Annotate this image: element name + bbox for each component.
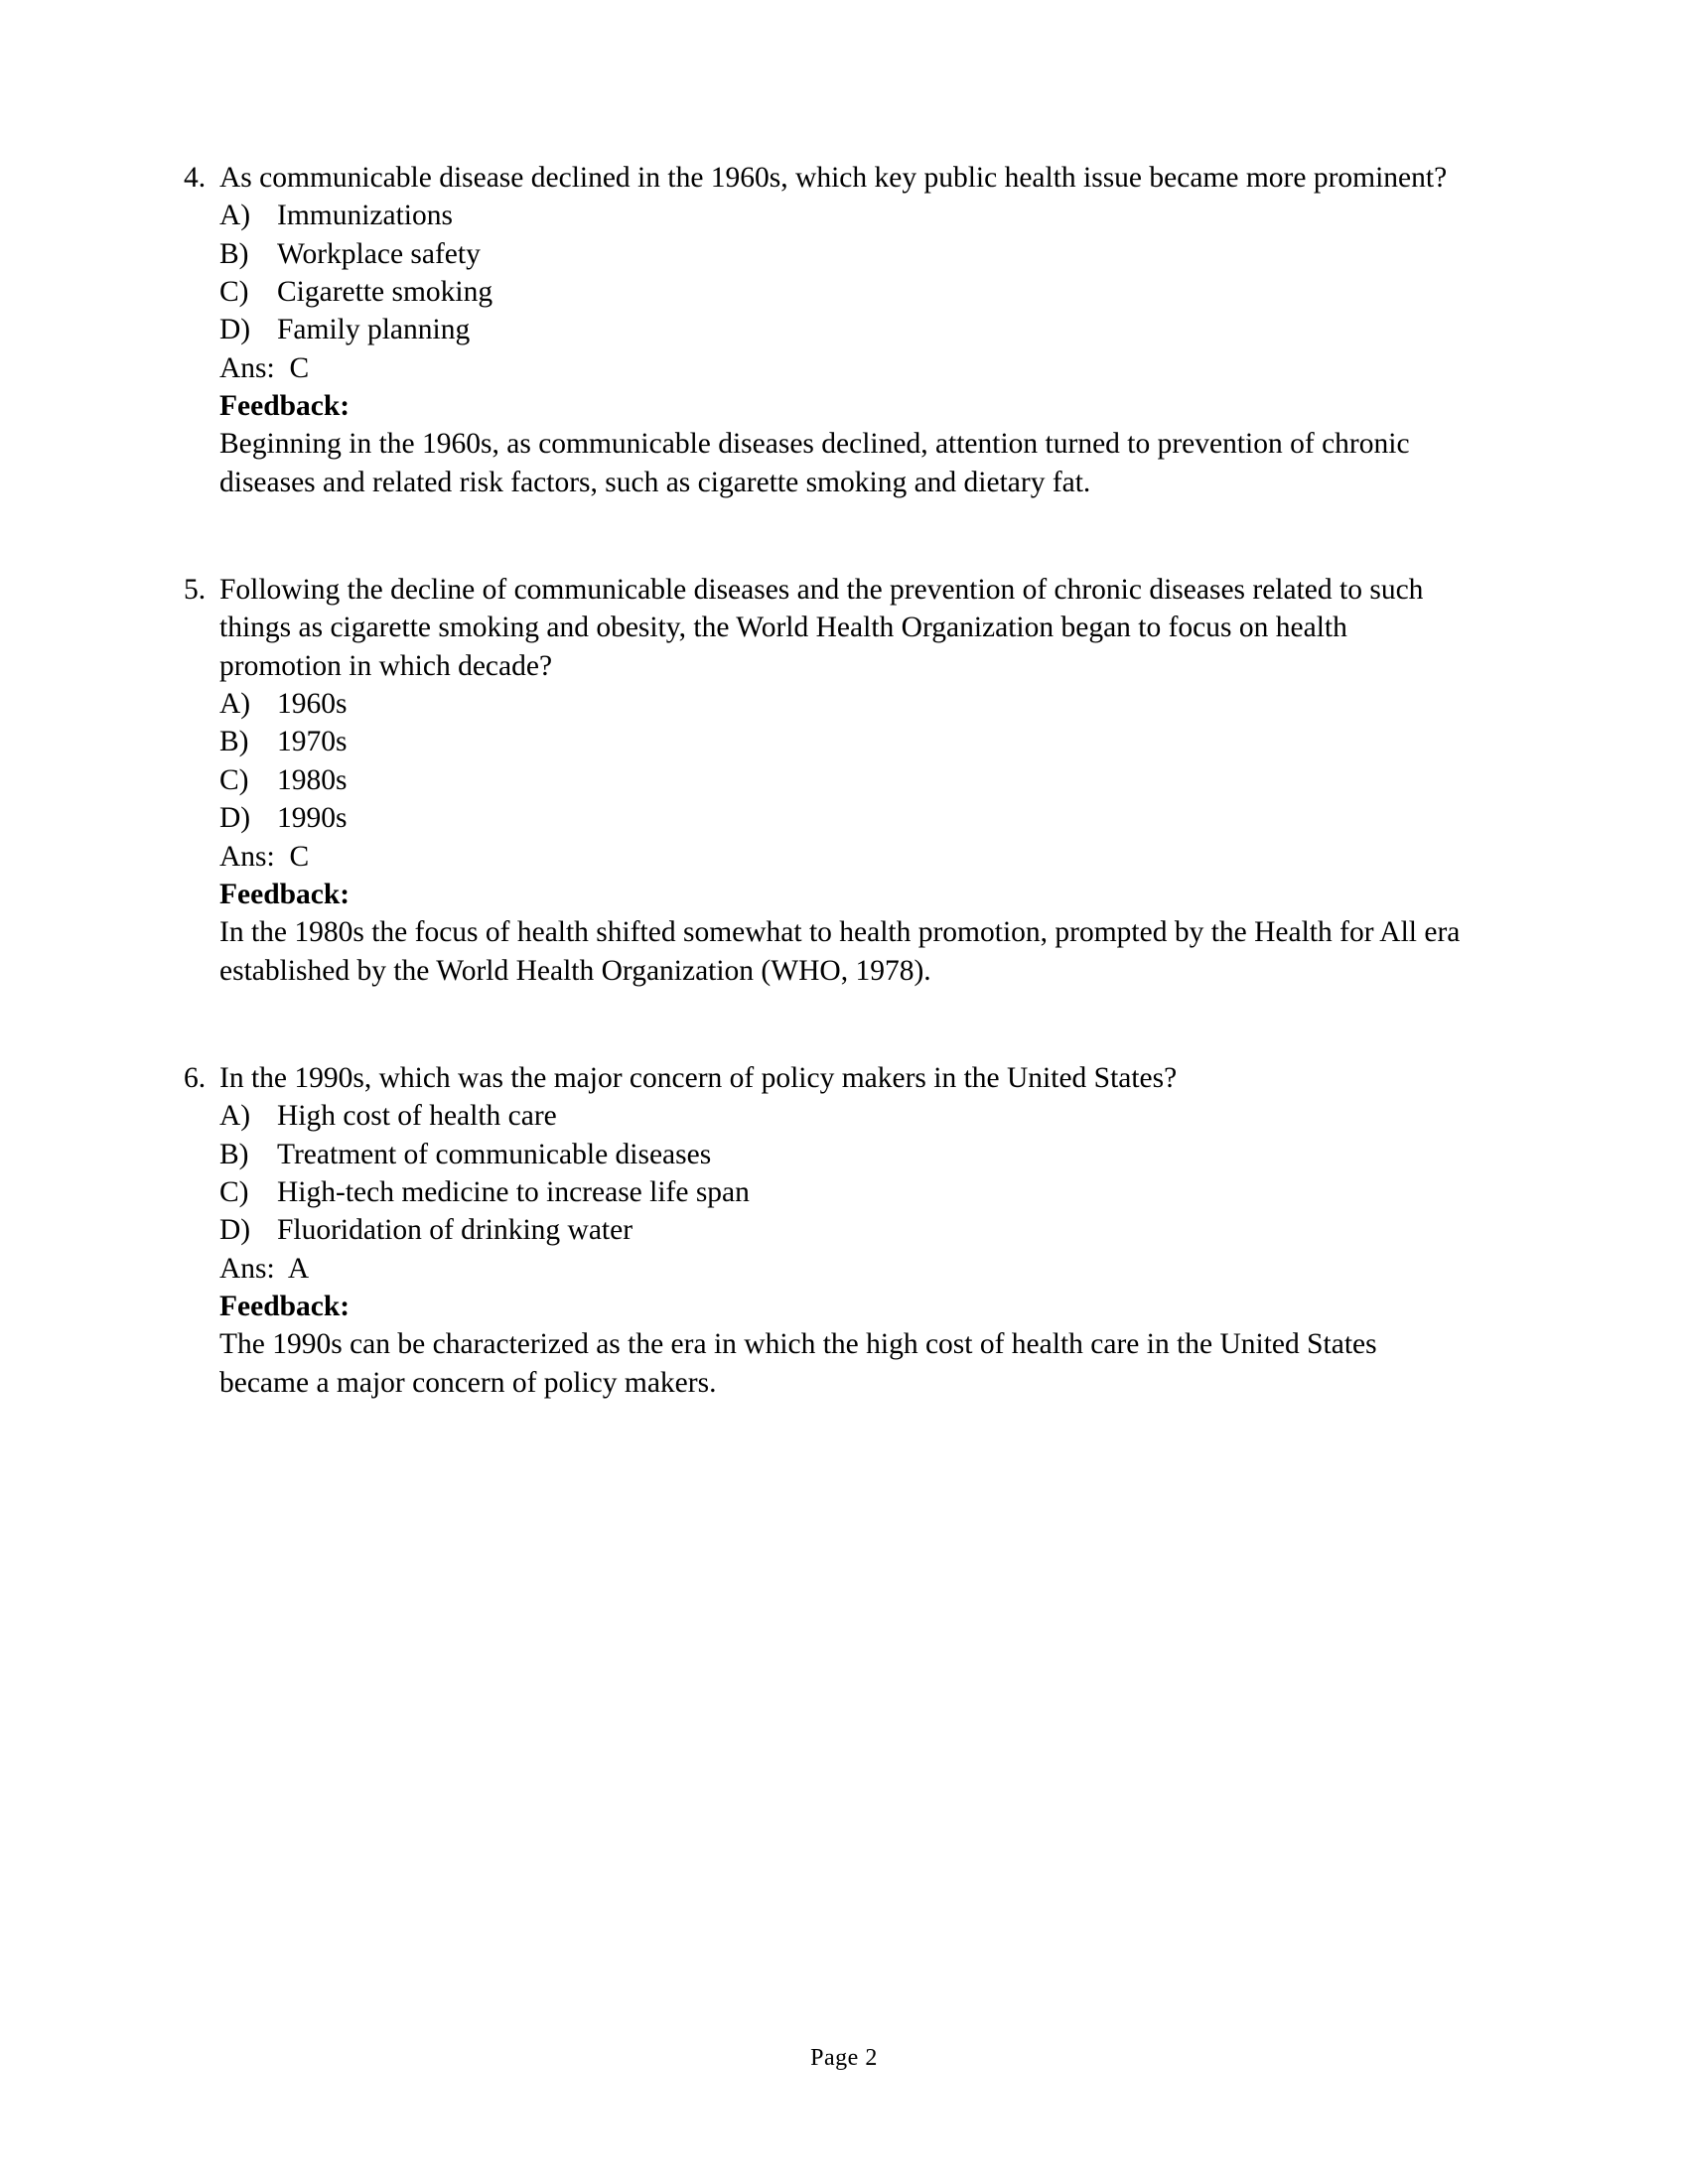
option-row[interactable] xyxy=(219,1173,1465,1211)
option-text: 1990s xyxy=(277,802,348,835)
option-letter: D) xyxy=(219,1214,251,1247)
option-text: 1970s xyxy=(277,726,348,758)
question-block xyxy=(184,1059,1465,1402)
option-text: Treatment of communicable diseases xyxy=(277,1138,712,1170)
option-row[interactable] xyxy=(219,685,1465,723)
option-text: Workplace safety xyxy=(277,237,481,270)
question-text: As communicable disease declined in the 1960s, which key public health issue became more prominent? xyxy=(219,162,1448,194)
feedback-label: Feedback: xyxy=(219,1290,351,1322)
option-letter: A) xyxy=(219,200,251,232)
option-letter: B) xyxy=(219,726,249,758)
question-list xyxy=(184,159,1465,1463)
page-footer: Page 2 xyxy=(810,2045,878,2071)
option-row[interactable] xyxy=(219,799,1465,837)
option-letter: B) xyxy=(219,237,249,270)
option-row[interactable] xyxy=(219,761,1465,799)
question-number: 6. xyxy=(184,1061,207,1094)
option-text: Family planning xyxy=(277,314,471,346)
option-letter: B) xyxy=(219,1138,249,1170)
question-number: 5. xyxy=(184,574,207,607)
option-row[interactable] xyxy=(219,723,1465,760)
option-letter: A) xyxy=(219,1100,251,1133)
option-letter: A) xyxy=(219,688,251,721)
option-row[interactable] xyxy=(219,273,1465,311)
option-letter: D) xyxy=(219,314,251,346)
answer-line: Ans: A xyxy=(219,1252,310,1285)
option-row[interactable] xyxy=(219,1097,1465,1135)
option-text: High cost of health care xyxy=(277,1100,557,1133)
answer-options xyxy=(184,197,1465,348)
option-letter: C) xyxy=(219,1175,249,1208)
question-text: In the 1990s, which was the major concern of policy makers in the United States? xyxy=(219,1061,1178,1094)
option-text: Fluoridation of drinking water xyxy=(277,1214,633,1247)
question-stem xyxy=(184,159,1465,197)
feedback-text: Beginning in the 1960s, as communicable diseases declined, attention turned to prevention of chronic diseases and related risk factors, such as cigarette smoking and dietary fat. xyxy=(219,428,1410,498)
answer-options xyxy=(184,685,1465,837)
feedback-label: Feedback: xyxy=(219,878,351,910)
option-row[interactable] xyxy=(219,1211,1465,1249)
answer-line: Ans: C xyxy=(219,351,310,384)
question-block xyxy=(184,159,1465,501)
option-text: 1980s xyxy=(277,763,348,796)
option-letter: C) xyxy=(219,763,249,796)
option-row[interactable] xyxy=(219,311,1465,348)
option-text: Immunizations xyxy=(277,200,453,232)
question-number: 4. xyxy=(184,162,207,194)
option-row[interactable] xyxy=(219,197,1465,234)
answer-line: Ans: C xyxy=(219,840,310,873)
feedback-text: In the 1980s the focus of health shifted somewhat to health promotion, prompted by the Health for All era established by the World Health Organization (WHO, 1978). xyxy=(219,916,1461,987)
option-row[interactable] xyxy=(219,1136,1465,1173)
option-text: High-tech medicine to increase life span xyxy=(277,1175,750,1208)
option-text: 1960s xyxy=(277,688,348,721)
question-block xyxy=(184,571,1465,990)
question-text: Following the decline of communicable diseases and the prevention of chronic diseases related to such things as cigarette smoking and obesity, the World Health Organization began to focus on health promotion in which decade? xyxy=(219,574,1424,682)
option-letter: D) xyxy=(219,802,251,835)
question-stem xyxy=(184,571,1465,685)
feedback-text: The 1990s can be characterized as the era in which the high cost of health care in the United States became a major concern of policy makers. xyxy=(219,1328,1377,1399)
option-row[interactable] xyxy=(219,235,1465,273)
answer-options xyxy=(184,1097,1465,1249)
question-stem xyxy=(184,1059,1465,1097)
feedback-label: Feedback: xyxy=(219,390,351,423)
option-text: Cigarette smoking xyxy=(277,276,493,309)
option-letter: C) xyxy=(219,276,249,309)
